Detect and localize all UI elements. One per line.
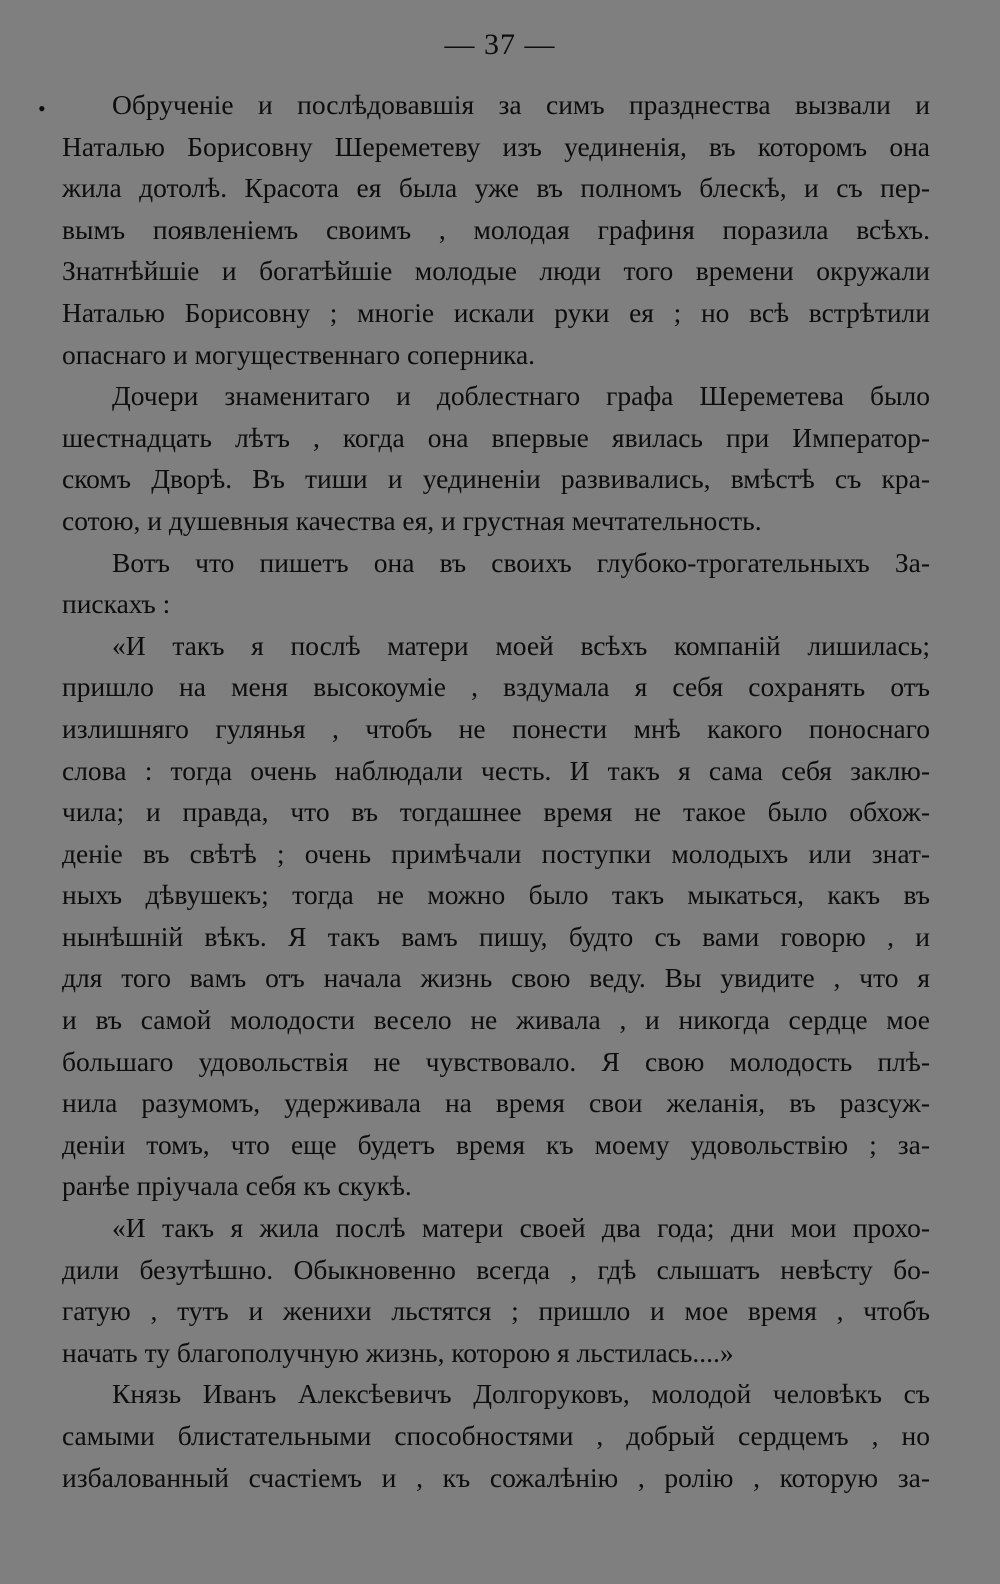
text-line: большаго удовольствія не чувствовало. Я свою молодость плѣ- <box>62 1045 930 1077</box>
text-line: Наталью Борисовну Шереметеву изъ уединенія, въ которомъ она <box>62 130 930 162</box>
text-line: нынѣшній вѣкъ. Я такъ вамъ пишу, будто съ вами говорю , и <box>62 920 930 952</box>
text-line: излишняго гулянья , чтобъ не понести мнѣ какого поноснаго <box>62 712 930 744</box>
text-line: для того вамъ отъ начала жизнь свою веду. Вы увидите , что я <box>62 962 930 994</box>
text-line: начать ту благополучную жизнь, которою я льстилась....» <box>62 1336 734 1368</box>
text-line: Вотъ что пишетъ она въ своихъ глубоко-трогательныхъ За- <box>112 546 930 578</box>
text-line: дили безутѣшно. Обыкновенно всегда , гдѣ слышатъ невѣсту бо- <box>62 1253 930 1285</box>
text-line: ранѣе пріучала себя къ скукѣ. <box>62 1170 412 1202</box>
text-line: слова : тогда очень наблюдали честь. И такъ я сама себя заклю- <box>62 754 930 786</box>
text-line: чила; и правда, что въ тогдашнее время не такое было обхож- <box>62 796 930 828</box>
text-line: скомъ Дворѣ. Въ тиши и уединеніи развивались, вмѣстѣ съ кра- <box>62 463 930 495</box>
text-line: Дочери знаменитаго и доблестнаго графа Шереметева было <box>112 380 930 412</box>
text-line: вымъ появленіемъ своимъ , молодая графиня поразила всѣхъ. <box>62 213 930 245</box>
text-line: Обрученіе и послѣдовавшія за симъ празднества вызвали и <box>112 89 930 120</box>
page-number: — 37 — <box>444 28 556 61</box>
text-line: самыми блистательными способностями , добрый сердцемъ , но <box>62 1420 930 1451</box>
text-line: избалованный счастіемъ и , къ сожалѣнію , ролію , которую за- <box>62 1461 930 1493</box>
text-line: ныхъ дѣвушекъ; тогда не можно было такъ мыкаться, какъ въ <box>62 879 930 911</box>
margin-mark: • <box>38 96 46 121</box>
text-line: жила дотолѣ. Красота ея была уже въ полномъ блескѣ, и съ пер- <box>62 172 930 204</box>
text-line: и въ самой молодости весело не живала , и никогда сердце мое <box>62 1004 930 1036</box>
body-text <box>62 84 930 1498</box>
text-line: шестнадцать лѣтъ , когда она впервые явилась при Император- <box>62 421 930 453</box>
text-line: пискахъ : <box>62 588 171 620</box>
text-line: «И такъ я послѣ матери моей всѣхъ компаній лишилась; <box>112 629 930 661</box>
text-line: «И такъ я жила послѣ матери своей два года; дни мои прохо- <box>112 1212 930 1244</box>
text-line: нила разумомъ, удерживала на время свои желанія, въ разсуж- <box>62 1087 930 1119</box>
text-line: гатую , тутъ и женихи льстятся ; пришло и мое время , чтобъ <box>62 1295 930 1327</box>
text-line: опаснаго и могущественнаго соперника. <box>62 338 536 370</box>
text-line: сотою, и душевныя качества ея, и грустная мечтательность. <box>62 504 762 536</box>
text-line: Знатнѣйшіе и богатѣйшіе молодые люди того времени окружали <box>62 255 930 287</box>
text-line: пришло на меня высокоуміе , вздумала я себя сохранять отъ <box>62 671 930 703</box>
text-line: Князь Иванъ Алексѣевичъ Долгоруковъ, молодой человѣкъ съ <box>112 1378 930 1410</box>
text-line: деніи томъ, что еще будетъ время къ моему удовольствію ; за- <box>62 1128 930 1160</box>
text-line: деніе въ свѣтѣ ; очень примѣчали поступки молодыхъ или знат- <box>62 837 930 869</box>
text-line: Наталью Борисовну ; многіе искали руки ея ; но всѣ встрѣтили <box>62 296 930 328</box>
